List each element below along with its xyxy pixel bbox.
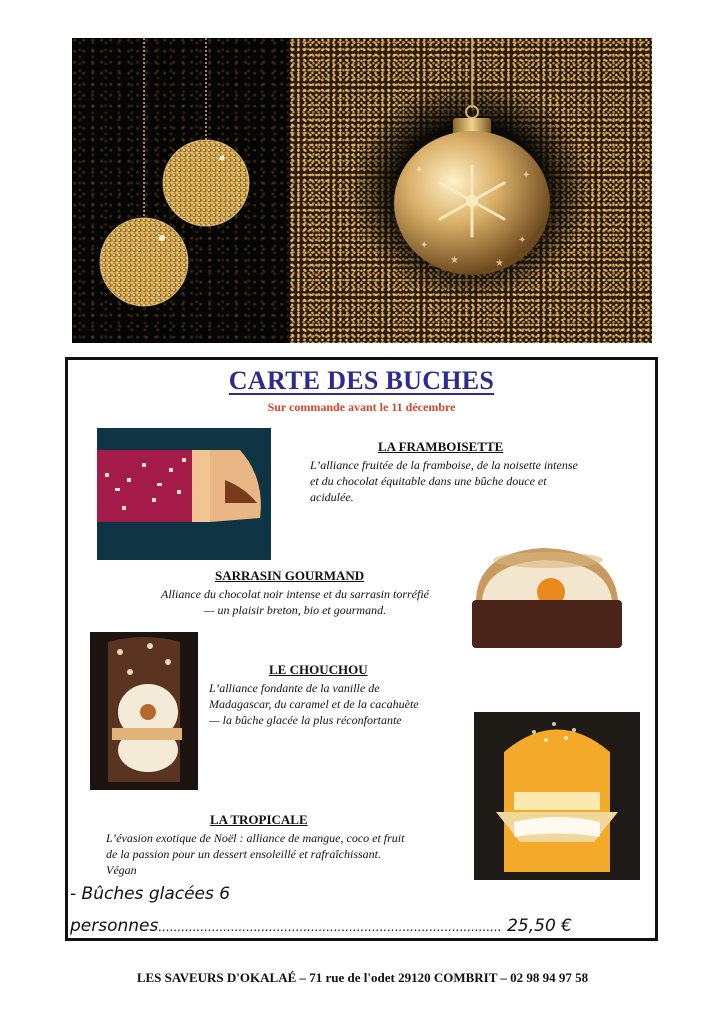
svg-text:✦: ✦ (518, 235, 527, 246)
tropicale-photo (474, 712, 640, 880)
banner-right-panel (290, 38, 652, 343)
price-line-2 (70, 916, 572, 936)
item-title-framboisette: LA FRAMBOISETTE (378, 439, 504, 454)
item-title-sarrasin: SARRASIN GOURMAND (215, 568, 365, 583)
footer-address: LES SAVEURS D'OKALAÉ – 71 rue de l'odet 29120 COMBRIT – 02 98 94 97 58 (136, 970, 589, 985)
menu-subtitle: Sur commande avant le 11 décembre (267, 400, 456, 414)
framboisette-photo (97, 428, 271, 560)
glitter-ornaments-icon (72, 38, 290, 343)
item-desc-chouchou: L’alliance fondante de la vanille de Madagascar, du caramel et de la cacahuète — la bûche glacée la plus réconfortante (209, 681, 419, 727)
item-desc-framboisette: L’alliance fruitée de la framboise, de la noisette intense et du chocolat équitable dans une bûche douce et acidulée. (310, 458, 578, 504)
caramel-log-cake-icon (90, 632, 198, 790)
chocolate-log-cake-icon (448, 490, 643, 690)
svg-text:✦: ✦ (415, 165, 424, 176)
menu-card (65, 357, 658, 941)
raspberry-log-cake-icon (97, 428, 271, 560)
svg-text:★: ★ (450, 255, 459, 266)
price-dots: .......................................................................................... (158, 920, 502, 934)
price-label: personnes (70, 916, 159, 936)
menu-title: CARTE DES BUCHES (228, 366, 495, 395)
item-title-tropicale: LA TROPICALE (210, 812, 308, 827)
svg-text:★: ★ (495, 258, 504, 269)
sarrasin-photo (448, 490, 643, 690)
price-amount: 25,50 € (507, 916, 572, 936)
svg-text:✦: ✦ (522, 170, 531, 181)
svg-text:✦: ✦ (420, 240, 429, 251)
price-line-1: - Bûches glacées 6 (70, 884, 231, 904)
item-desc-tropicale: L’évasion exotique de Noël : alliance de mangue, coco et fruit de la passion pour un dessert ensoleillé et rafraîchissant. Végan (106, 831, 405, 877)
gold-bauble-icon (290, 38, 652, 343)
christmas-banner (72, 38, 652, 343)
banner-left-panel (72, 38, 290, 343)
mango-log-cake-icon (474, 712, 640, 880)
item-desc-sarrasin: Alliance du chocolat noir intense et du sarrasin torréfié — un plaisir breton, bio et gourmand. (161, 587, 429, 617)
chouchou-photo (90, 632, 198, 790)
item-title-chouchou: LE CHOUCHOU (269, 662, 368, 677)
